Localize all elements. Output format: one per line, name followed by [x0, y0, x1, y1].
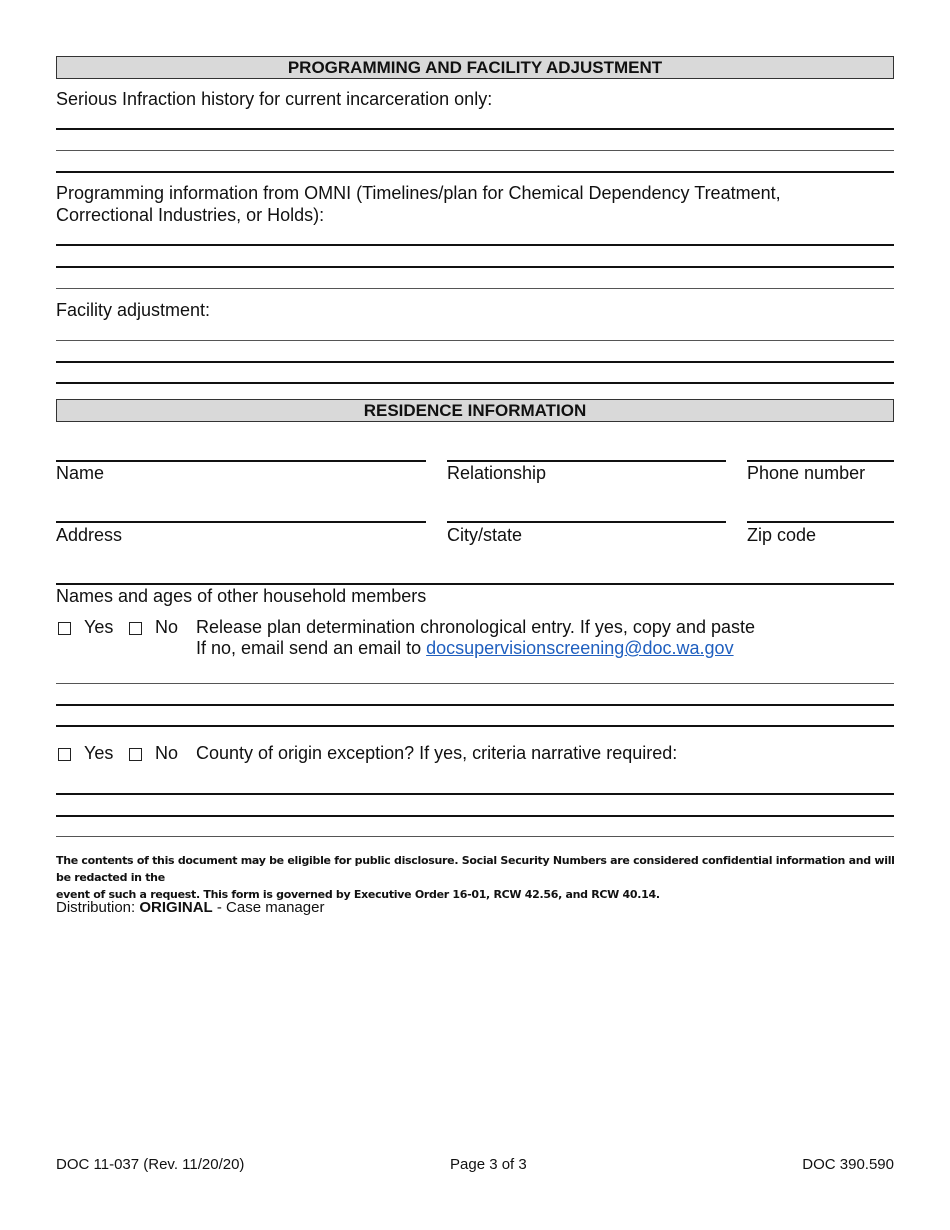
facility-adjustment-label: Facility adjustment: [56, 300, 211, 320]
infraction-line-2[interactable] [56, 150, 894, 151]
name-field[interactable] [56, 460, 426, 462]
facility-line-2[interactable] [56, 361, 894, 363]
zip-label: Zip code [747, 525, 817, 545]
release-line-3[interactable] [56, 725, 894, 727]
address-field[interactable] [56, 521, 426, 523]
programming-label-line2: Correctional Industries, or Holds): [56, 205, 325, 225]
county-line-1[interactable] [56, 793, 894, 795]
release-email-line [196, 637, 734, 659]
household-label: Names and ages of other household members [56, 586, 427, 606]
section-header-residence: RESIDENCE INFORMATION [56, 399, 894, 422]
city-state-label: City/state [447, 525, 523, 545]
footer-policy: DOC 390.590 [802, 1156, 894, 1173]
city-state-field[interactable] [447, 521, 726, 523]
section-header-programming: PROGRAMMING AND FACILITY ADJUSTMENT [56, 56, 894, 79]
distribution-original: ORIGINAL [139, 899, 213, 916]
release-line-2[interactable] [56, 704, 894, 706]
release-email-prefix: If no, email send an email to [196, 638, 427, 658]
county-yes-checkbox[interactable] [58, 748, 71, 761]
disclosure-line-1: The contents of this document may be eligible for public disclosure. Social Security Numbers are considered confidential information and will be redacted in the [56, 854, 895, 884]
distribution-prefix: Distribution: [56, 899, 140, 916]
name-label: Name [56, 463, 105, 483]
release-line-1[interactable] [56, 683, 894, 684]
disclosure-notice [56, 852, 896, 903]
release-no-checkbox[interactable] [129, 622, 142, 635]
footer-form-id: DOC 11-037 (Rev. 11/20/20) [56, 1156, 245, 1173]
zip-field[interactable] [747, 521, 894, 523]
infraction-line-1[interactable] [56, 128, 894, 130]
address-label: Address [56, 525, 123, 545]
email-link[interactable]: docsupervisionscreening@doc.wa.gov [426, 638, 734, 658]
facility-line-3[interactable] [56, 382, 894, 384]
disclosure-line-2: event of such a request. This form is governed by Executive Order 16-01, RCW 42.56, and RCW 40.14. [56, 888, 660, 901]
footer-page-number: Page 3 of 3 [450, 1156, 527, 1173]
county-exception-text: County of origin exception? If yes, criteria narrative required: [196, 743, 678, 763]
county-no-label: No [155, 743, 179, 763]
programming-line-2[interactable] [56, 266, 894, 268]
release-yes-label: Yes [84, 617, 114, 637]
county-line-2[interactable] [56, 815, 894, 817]
phone-label: Phone number [747, 463, 866, 483]
distribution-line [56, 897, 324, 919]
facility-line-1[interactable] [56, 340, 894, 341]
distribution-suffix: - Case manager [212, 899, 325, 916]
relationship-label: Relationship [447, 463, 547, 483]
release-no-label: No [155, 617, 179, 637]
county-line-3[interactable] [56, 836, 894, 837]
release-yes-checkbox[interactable] [58, 622, 71, 635]
programming-line-3[interactable] [56, 288, 894, 289]
release-plan-text: Release plan determination chronological entry. If yes, copy and paste [196, 617, 755, 637]
infraction-line-3[interactable] [56, 171, 894, 173]
county-no-checkbox[interactable] [129, 748, 142, 761]
programming-label-line1: Programming information from OMNI (Timelines/plan for Chemical Dependency Treatment, [56, 183, 781, 203]
programming-line-1[interactable] [56, 244, 894, 246]
infraction-label: Serious Infraction history for current incarceration only: [56, 89, 493, 109]
county-yes-label: Yes [84, 743, 114, 763]
